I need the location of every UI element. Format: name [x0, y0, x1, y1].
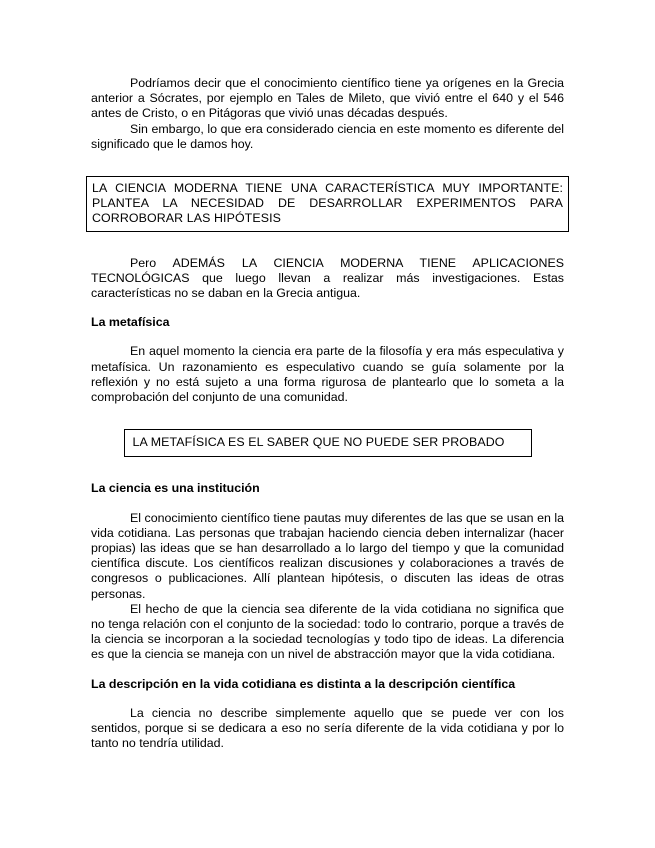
aplicaciones-paragraph: Pero ADEMÁS LA CIENCIA MODERNA TIENE APLICACIONES TECNOLÓGICAS que luego llevan a realizar más investigaciones. Estas características no se daban en la Grecia antigua. — [91, 255, 564, 301]
institucion-paragraph-1: El conocimiento científico tiene pautas muy diferentes de las que se usan en la vida cotidiana. Las personas que trabajan haciendo ciencia deben internalizar (hacer propias) las ideas que se han desarrollado a lo largo del tiempo y que la comunidad científica discute. Los científicos realizan discusiones y colaboraciones a través de congresos o publicaciones. Allí plantean hipótesis, o discuten las ideas de otras personas. — [91, 510, 564, 601]
institucion-paragraph-2: El hecho de que la ciencia sea diferente de la vida cotidiana no significa que no tenga relación con el conjunto de la sociedad: todo lo contrario, porque a través de la ciencia se incorporan a la sociedad tecnologías y todo tipo de ideas. La diferencia es que la ciencia se maneja con un nivel de abstracción mayor que la vida cotidiana. — [91, 601, 564, 662]
section-heading-metafisica: La metafísica — [91, 315, 170, 330]
intro-paragraph-2: Sin embargo, lo que era considerado ciencia en este momento es diferente del significado que le damos hoy. — [91, 121, 564, 151]
highlight-box-metafisica: LA METAFÍSICA ES EL SABER QUE NO PUEDE SER PROBADO — [124, 429, 532, 457]
descripcion-paragraph: La ciencia no describe simplemente aquello que se puede ver con los sentidos, porque si se dedicara a eso no sería diferente de la vida cotidiana y por lo tanto no tendría utilidad. — [91, 705, 564, 751]
highlight-box-ciencia-moderna: LA CIENCIA MODERNA TIENE UNA CARACTERÍSTICA MUY IMPORTANTE: PLANTEA LA NECESIDAD DE DESARROLLAR EXPERIMENTOS PARA CORROBORAR LAS HIPÓTESIS — [86, 176, 569, 232]
metafisica-paragraph: En aquel momento la ciencia era parte de la filosofía y era más especulativa y metafísica. Un razonamiento es especulativo cuando se guía solamente por la reflexión y no está sujeto a una forma rigurosa de plantearlo que lo someta a la comprobación del conjunto de una comunidad. — [91, 344, 564, 405]
section-heading-descripcion: La descripción en la vida cotidiana es distinta a la descripción científica — [91, 676, 516, 691]
intro-paragraph-1: Podríamos decir que el conocimiento científico tiene ya orígenes en la Grecia anterior a Sócrates, por ejemplo en Tales de Mileto, que vivió entre el 640 y el 546 antes de Cristo, o en Pitágoras que vivió unas décadas después. — [91, 76, 564, 121]
section-heading-institucion: La ciencia es una institución — [91, 481, 260, 496]
